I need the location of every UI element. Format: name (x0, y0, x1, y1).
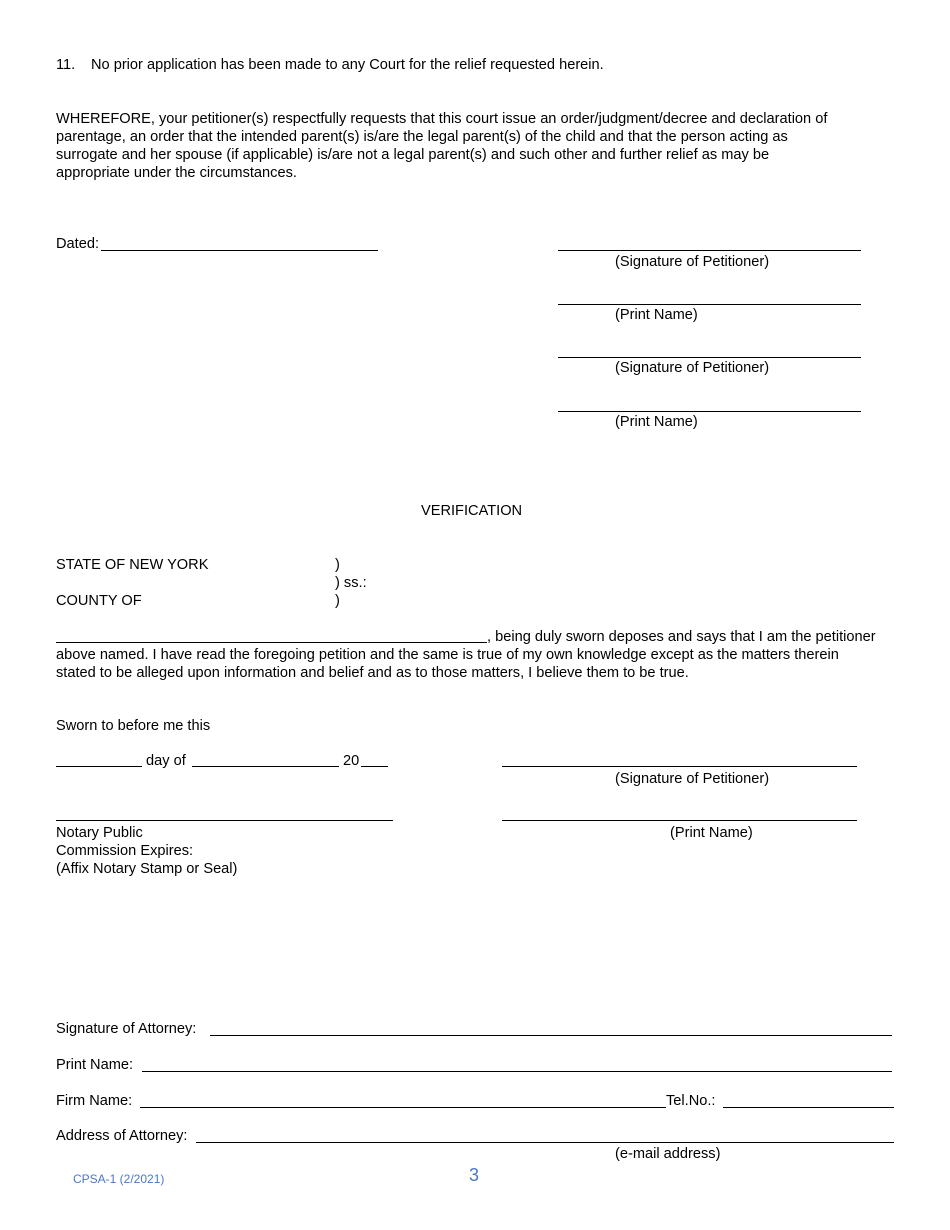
sworn-intro: Sworn to before me this (56, 718, 211, 734)
year-prefix: 20 (343, 753, 360, 769)
wherefore-line: parentage, an order that the intended parent(s) is/are the legal parent(s) of the child and that the person acting as (56, 129, 788, 145)
print-name-caption-3: (Print Name) (670, 825, 753, 841)
venue-bracket-bottom: ) (335, 593, 340, 609)
wherefore-line: appropriate under the circumstances. (56, 165, 297, 181)
verification-line: stated to be alleged upon information and belief and as to those matters, I believe them to be true. (56, 665, 689, 681)
firm-name-label: Firm Name: (56, 1093, 133, 1109)
petitioner-signature-line-3[interactable] (502, 766, 857, 767)
petitioner-signature-line-1[interactable] (558, 250, 861, 251)
venue-ss: ) ss.: (335, 575, 367, 591)
state-label: STATE OF NEW YORK (56, 557, 209, 573)
petitioner-signature-caption-1: (Signature of Petitioner) (615, 254, 770, 270)
verification-line: above named. I have read the foregoing petition and the same is true of my own knowledge except as the matters therein (56, 647, 839, 663)
form-code: CPSA-1 (2/2021) (73, 1172, 165, 1186)
attorney-signature-field[interactable] (210, 1035, 892, 1036)
print-name-caption-2: (Print Name) (615, 414, 698, 430)
item-11-number: 11. (56, 57, 76, 73)
print-name-line-2[interactable] (558, 411, 861, 412)
petitioner-signature-line-2[interactable] (558, 357, 861, 358)
commission-expires-label: Commission Expires: (56, 843, 194, 859)
notary-signature-line[interactable] (56, 820, 393, 821)
page-number: 3 (469, 1165, 480, 1185)
notary-public-label: Notary Public (56, 825, 143, 841)
attorney-print-name-label: Print Name: (56, 1057, 134, 1073)
attorney-signature-label: Signature of Attorney: (56, 1021, 197, 1037)
firm-name-field[interactable] (140, 1107, 666, 1108)
notary-stamp-label: (Affix Notary Stamp or Seal) (56, 861, 238, 877)
dated-field[interactable] (101, 250, 378, 251)
venue-bracket-top: ) (335, 557, 340, 573)
verification-line: , being duly sworn deposes and says that I am the petitioner (487, 629, 876, 645)
attorney-print-name-field[interactable] (142, 1071, 892, 1072)
email-address-caption: (e-mail address) (615, 1146, 721, 1162)
wherefore-line: WHEREFORE, your petitioner(s) respectfully requests that this court issue an order/judgment/decree and declaration of (56, 111, 828, 127)
tel-no-label: Tel.No.: (666, 1093, 716, 1109)
petitioner-signature-caption-3: (Signature of Petitioner) (615, 771, 770, 787)
county-label: COUNTY OF (56, 593, 142, 609)
verification-title: VERIFICATION (421, 503, 523, 519)
sworn-month-field[interactable] (192, 766, 339, 767)
petitioner-signature-caption-2: (Signature of Petitioner) (615, 360, 770, 376)
attorney-address-field[interactable] (196, 1142, 894, 1143)
tel-no-field[interactable] (723, 1107, 894, 1108)
print-name-line-3[interactable] (502, 820, 857, 821)
deponent-name-field[interactable] (56, 642, 487, 643)
sworn-day-field[interactable] (56, 766, 142, 767)
day-of-label: day of (146, 753, 186, 769)
dated-label: Dated: (56, 236, 99, 252)
print-name-line-1[interactable] (558, 304, 861, 305)
attorney-address-label: Address of Attorney: (56, 1128, 188, 1144)
item-11-text: No prior application has been made to any Court for the relief requested herein. (91, 57, 604, 73)
sworn-year-field[interactable] (361, 766, 388, 767)
print-name-caption-1: (Print Name) (615, 307, 698, 323)
wherefore-line: surrogate and her spouse (if applicable) is/are not a legal parent(s) and such other and further relief as may be (56, 147, 770, 163)
